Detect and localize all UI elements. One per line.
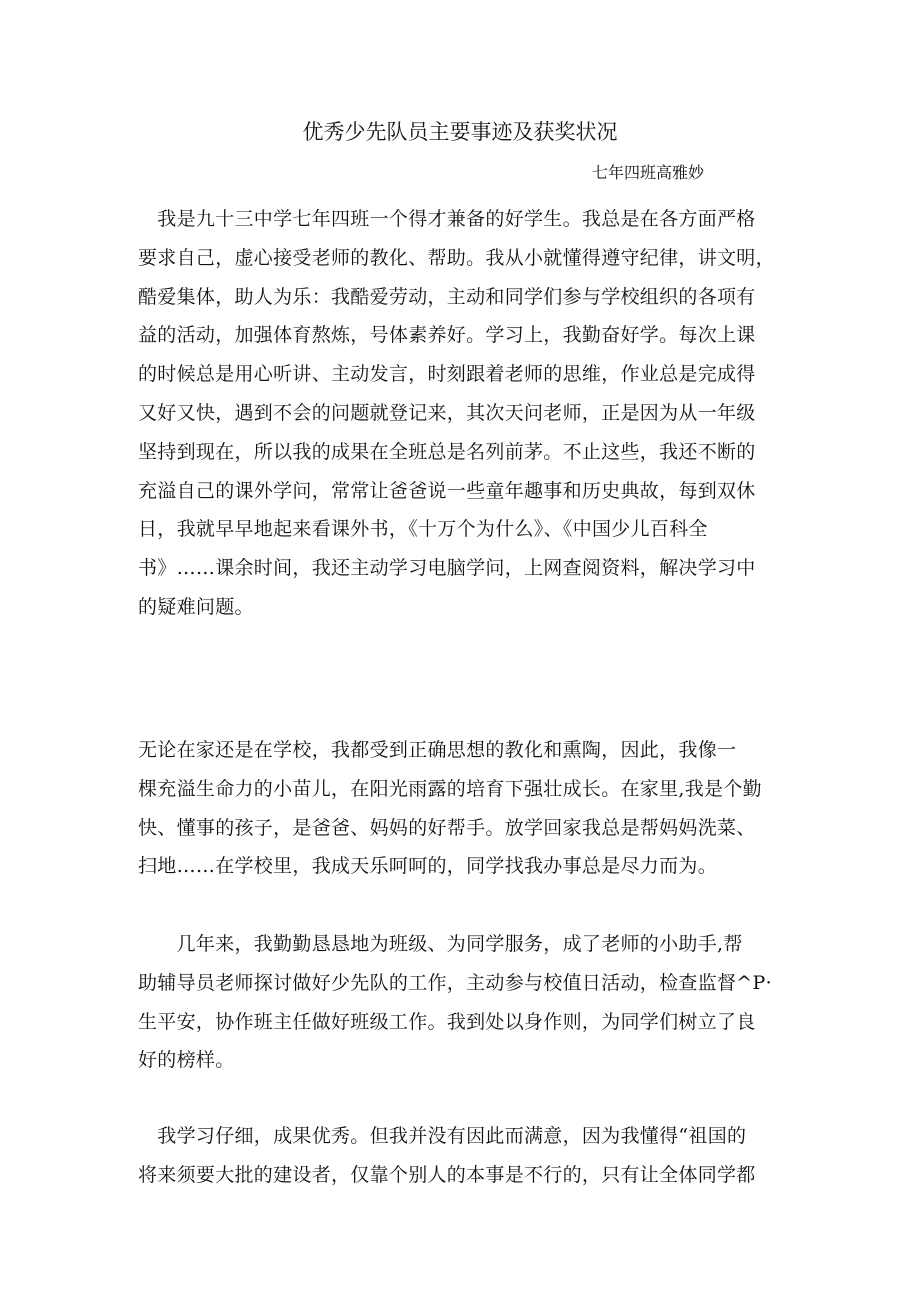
text-line: 益的活动，加强体育熬炼，号体素养好。学习上，我勤奋好学。每次上课 xyxy=(138,324,756,347)
text-line: 日，我就早早地起来看课外书，《十万个为什么》、《中国少儿百科全 xyxy=(138,518,708,541)
text-line: 生平安，协作班主任做好班级工作。我到处以身作则，为同学们树立了良 xyxy=(138,1010,756,1033)
text-line: 扫地……在学校里，我成天乐呵呵的，同学找我办事总是尽力而为。 xyxy=(138,855,718,878)
text-line: 酷爱集体，助人为乐：我酷爱劳动，主动和同学们参与学校组织的各项有 xyxy=(138,285,756,308)
text-line: 几年来，我勤勤恳恳地为班级、为同学服务，成了老师的小助手,帮 xyxy=(138,933,743,955)
text-line: 又好又快，遇到不会的问题就登记来，其次天问老师，正是因为从一年级 xyxy=(138,401,756,424)
text-line: 充溢自己的课外学问，常常让爸爸说一些童年趣事和历史典故，每到双休 xyxy=(138,479,756,502)
paragraph xyxy=(138,925,788,1080)
text-line: 书》……课余时间，我还主动学习电脑学问，上网查阅资料，解决学习中 xyxy=(138,557,756,580)
document-title: 优秀少先队员主要事迹及获奖状况 xyxy=(302,120,618,144)
paragraph xyxy=(138,200,788,627)
text-line: 我是九十三中学七年四班一个得才兼备的好学生。我总是在各方面严格 xyxy=(138,208,756,230)
text-line: 助辅导员老师探讨做好少先队的工作，主动参与校值日活动，检查监督^P· xyxy=(138,971,772,994)
author-line: 七年四班高雅妙 xyxy=(592,163,705,182)
paragraph xyxy=(138,1117,788,1195)
text-line: 快、懂事的孩子，是爸爸、妈妈的好帮手。放学回家我总是帮妈妈洗菜、 xyxy=(138,816,756,839)
text-line: 无论在家还是在学校，我都受到正确思想的教化和熏陶，因此，我像一 xyxy=(138,739,737,761)
text-line: 要求自己，虚心接受老师的教化、帮助。我从小就懂得遵守纪律，讲文明， xyxy=(138,246,775,269)
text-line: 的时候总是用心听讲、主动发言，时刻跟着老师的思维，作业总是完成得 xyxy=(138,363,756,386)
text-line: 将来须要大批的建设者，仅靠个别人的本事是不行的，只有让全体同学都 xyxy=(138,1163,756,1186)
text-line: 坚持到现在，所以我的成果在全班总是名列前茅。不止这些，我还不断的 xyxy=(138,440,756,463)
text-line: 的疑难问题。 xyxy=(138,595,254,618)
text-line: 我学习仔细，成果优秀。但我并没有因此而满意，因为我懂得“祖国的 xyxy=(138,1125,747,1147)
paragraph xyxy=(138,731,788,886)
text-line: 棵充溢生命力的小苗儿，在阳光雨露的培育下强壮成长。在家里,我是个勤 xyxy=(138,777,762,800)
text-line: 好的榜样。 xyxy=(138,1049,235,1072)
